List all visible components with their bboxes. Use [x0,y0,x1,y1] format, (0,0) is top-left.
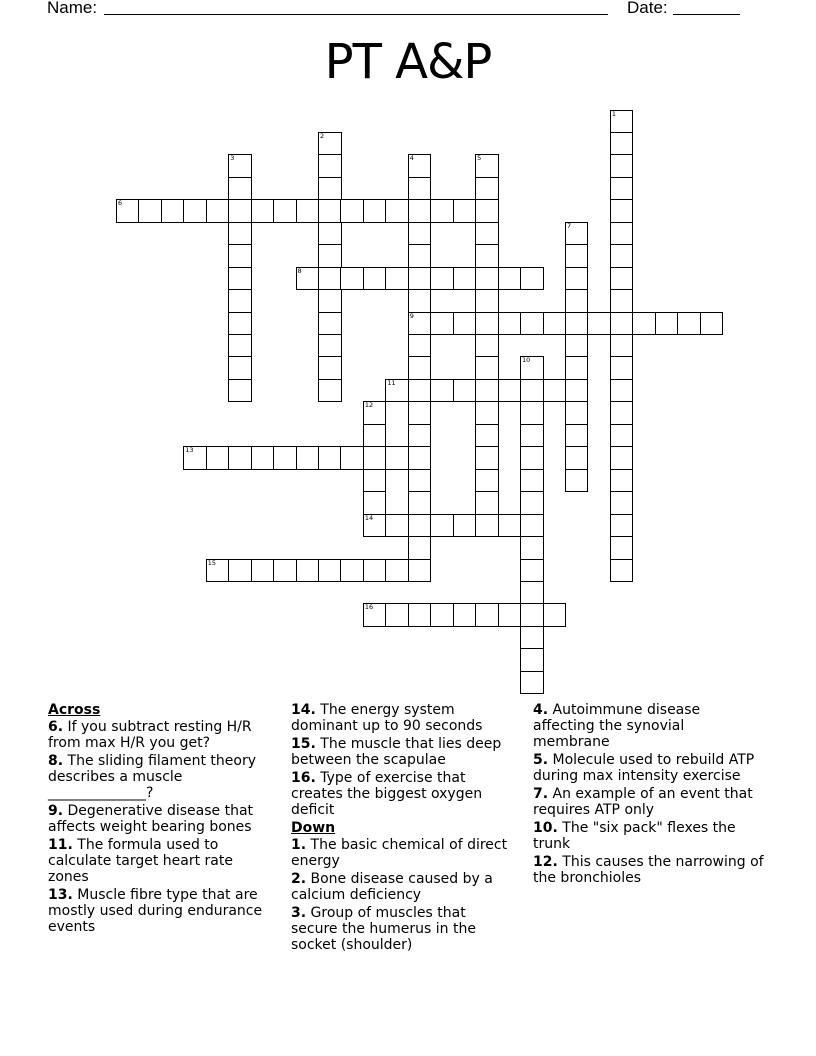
crossword-cell[interactable] [453,379,477,403]
crossword-cell[interactable] [228,177,252,201]
crossword-cell[interactable] [565,244,589,268]
crossword-cell[interactable] [228,289,252,313]
clue-text: The muscle that lies deep between the scapulae [291,736,502,768]
crossword-cell[interactable] [408,312,432,336]
crossword-cell[interactable] [228,356,252,380]
crossword-cell[interactable] [565,312,589,336]
crossword-cell[interactable] [475,199,499,223]
clue-number: 13. [48,887,73,903]
across-heading: Across [48,702,101,718]
clue-item [533,752,765,784]
crossword-cell[interactable] [475,177,499,201]
crossword-cell[interactable] [228,334,252,358]
clue-text: Molecule used to rebuild ATP during max intensity exercise [533,752,755,784]
crossword-cell[interactable] [228,222,252,246]
cell-number: 7 [566,221,572,230]
crossword-cell[interactable] [520,424,544,448]
crossword-cell[interactable] [610,244,634,268]
clue-number: 3. [291,905,307,921]
crossword-cell[interactable] [408,356,432,380]
crossword-cell[interactable] [587,312,611,336]
crossword-cell[interactable] [475,469,499,493]
clue-item [48,887,273,935]
crossword-cell[interactable] [655,312,679,336]
crossword-cell[interactable] [498,312,522,336]
cell-number: 13 [185,446,194,455]
clue-text: The energy system dominant up to 90 seconds [291,702,483,734]
crossword-cell[interactable] [408,177,432,201]
crossword-cell[interactable] [610,559,634,583]
crossword-cell[interactable] [475,446,499,470]
clue-item [291,905,516,953]
clue-item [48,753,273,801]
crossword-cell[interactable] [610,401,634,425]
crossword-cell[interactable] [385,603,409,627]
crossword-cell[interactable] [318,446,342,470]
crossword-cell[interactable] [610,424,634,448]
crossword-cell[interactable] [610,154,634,178]
crossword-cell[interactable] [228,559,252,583]
crossword-cell[interactable] [318,379,342,403]
crossword-cell[interactable] [273,199,297,223]
crossword-cell[interactable] [363,424,387,448]
clues-column-2 [291,700,516,955]
crossword-cell[interactable] [498,379,522,403]
clue-number: 10. [533,820,558,836]
crossword-cell[interactable] [565,446,589,470]
clue-number: 4. [533,702,549,718]
crossword-cell[interactable] [520,536,544,560]
crossword-cell[interactable] [430,312,454,336]
crossword-cell[interactable] [318,177,342,201]
crossword-cell[interactable] [520,267,544,291]
crossword-cell[interactable] [385,514,409,538]
crossword-cell[interactable] [251,199,275,223]
crossword-cell[interactable] [610,334,634,358]
crossword-cell[interactable] [408,289,432,313]
crossword-cell[interactable] [475,401,499,425]
crossword-cell[interactable] [565,401,589,425]
crossword-cell[interactable] [363,199,387,223]
crossword-cell[interactable] [520,559,544,583]
crossword-cell[interactable] [363,469,387,493]
clue-item [48,719,273,751]
crossword-cell[interactable] [408,446,432,470]
clue-item [48,803,273,835]
crossword-cell[interactable] [610,199,634,223]
crossword-cell[interactable] [251,446,275,470]
crossword-cell[interactable] [475,514,499,538]
clue-number: 9. [48,803,64,819]
clue-number: 7. [533,786,549,802]
crossword-cell[interactable] [610,491,634,515]
clue-number: 1. [291,837,307,853]
crossword-cell[interactable] [318,267,342,291]
clue-number: 2. [291,871,307,887]
crossword-cell[interactable] [700,312,724,336]
cell-number: 9 [409,311,414,320]
crossword-cell[interactable] [610,222,634,246]
crossword-cell[interactable] [363,514,387,538]
crossword-cell[interactable] [296,199,320,223]
crossword-cell[interactable] [520,671,544,695]
crossword-cell[interactable] [138,199,162,223]
crossword-cell[interactable] [430,603,454,627]
clue-item [291,837,516,869]
crossword-cell[interactable] [565,356,589,380]
crossword-cell[interactable] [363,559,387,583]
crossword-cell[interactable] [520,514,544,538]
clue-item [291,702,516,734]
crossword-cell[interactable] [228,312,252,336]
crossword-cell[interactable] [610,379,634,403]
crossword-cell[interactable] [408,244,432,268]
clues-column-1 [48,700,273,937]
crossword-cell[interactable] [520,491,544,515]
name-label: Name: [47,0,98,17]
crossword-cell[interactable] [565,469,589,493]
crossword-cell[interactable] [408,491,432,515]
crossword-cell[interactable] [408,267,432,291]
crossword-cell[interactable] [408,334,432,358]
crossword-cell[interactable] [273,559,297,583]
crossword-cell[interactable] [543,379,567,403]
crossword-cell[interactable] [430,199,454,223]
cell-number: 1 [611,109,616,118]
crossword-cell[interactable] [318,222,342,246]
crossword-cell[interactable] [475,379,499,403]
clue-number: 15. [291,736,316,752]
crossword-cell[interactable] [206,199,230,223]
crossword-cell[interactable] [318,132,342,156]
crossword-cell[interactable] [610,132,634,156]
crossword-cell[interactable] [408,514,432,538]
crossword-cell[interactable] [408,603,432,627]
cell-number: 3 [230,154,235,163]
crossword-cell[interactable] [430,379,454,403]
crossword-cell[interactable] [408,536,432,560]
crossword-cell[interactable] [475,603,499,627]
crossword-cell[interactable] [408,401,432,425]
crossword-cell[interactable] [543,603,567,627]
clue-number: 11. [48,837,73,853]
crossword-cell[interactable] [161,199,185,223]
crossword-cell[interactable] [318,356,342,380]
crossword-cell[interactable] [385,379,409,403]
crossword-cell[interactable] [340,199,364,223]
cell-number: 14 [364,513,374,522]
clue-text: The formula used to calculate target heart rate zones [48,837,233,885]
crossword-cell[interactable] [296,446,320,470]
crossword-cell[interactable] [520,581,544,605]
clues-column-3 [533,700,765,888]
clue-number: 6. [48,719,64,735]
cell-number: 4 [409,154,414,163]
crossword-cell[interactable] [296,267,320,291]
crossword-cell[interactable] [610,110,634,134]
crossword-cell[interactable] [340,559,364,583]
crossword-cell[interactable] [610,177,634,201]
cell-number: 2 [320,131,325,140]
crossword-cell[interactable] [565,334,589,358]
crossword-cell[interactable] [475,154,499,178]
crossword-cell[interactable] [565,379,589,403]
clue-text: Autoimmune disease affecting the synovial membrane [533,702,701,750]
crossword-cell[interactable] [408,154,432,178]
crossword-cell[interactable] [408,469,432,493]
crossword-cell[interactable] [408,424,432,448]
clue-item [48,837,273,885]
crossword-cell[interactable] [228,446,252,470]
clue-text: Group of muscles that secure the humerus in the socket (shoulder) [291,905,476,953]
crossword-cell[interactable] [318,244,342,268]
crossword-cell[interactable] [273,446,297,470]
crossword-cell[interactable] [183,446,207,470]
clue-item [291,871,516,903]
clue-item [291,736,516,768]
crossword-cell[interactable] [475,312,499,336]
clue-text: The basic chemical of direct energy [291,837,508,869]
crossword-cell[interactable] [408,559,432,583]
clue-item [533,786,765,818]
crossword-cell[interactable] [610,514,634,538]
crossword-cell[interactable] [228,154,252,178]
clue-item [533,854,765,886]
crossword-cell[interactable] [318,199,342,223]
crossword-cell[interactable] [520,356,544,380]
cell-number: 11 [387,378,396,387]
clue-text: An example of an event that requires ATP only [533,786,753,818]
clue-text: Type of exercise that creates the biggest oxygen deficit [291,770,483,818]
clue-text: The "six pack" flexes the trunk [533,820,736,852]
crossword-cell[interactable] [318,154,342,178]
crossword-cell[interactable] [610,356,634,380]
crossword-cell[interactable] [475,334,499,358]
crossword-cell[interactable] [498,267,522,291]
crossword-cell[interactable] [520,469,544,493]
crossword-cell[interactable] [385,446,409,470]
crossword-cell[interactable] [251,559,275,583]
crossword-cell[interactable] [610,469,634,493]
crossword-cell[interactable] [610,536,634,560]
crossword-cell[interactable] [632,312,656,336]
crossword-cell[interactable] [453,312,477,336]
clue-number: 12. [533,854,558,870]
crossword-cell[interactable] [228,379,252,403]
crossword-cell[interactable] [453,603,477,627]
crossword-cell[interactable] [318,312,342,336]
clue-text: Muscle fibre type that are mostly used during endurance events [48,887,263,935]
crossword-cell[interactable] [318,559,342,583]
crossword-cell[interactable] [520,446,544,470]
cell-number: 8 [297,266,302,275]
crossword-cell[interactable] [183,199,207,223]
crossword-cell[interactable] [520,401,544,425]
crossword-cell[interactable] [385,267,409,291]
crossword-cell[interactable] [475,289,499,313]
crossword-cell[interactable] [318,289,342,313]
crossword-cell[interactable] [677,312,701,336]
crossword-cell[interactable] [363,446,387,470]
crossword-cell[interactable] [340,446,364,470]
crossword-cell[interactable] [228,244,252,268]
cell-number: 6 [117,199,123,208]
crossword-cell[interactable] [520,626,544,650]
crossword-cell[interactable] [408,222,432,246]
crossword-cell[interactable] [453,267,477,291]
crossword-cell[interactable] [430,514,454,538]
cell-number: 15 [207,558,217,567]
crossword-cell[interactable] [610,289,634,313]
crossword-cell[interactable] [363,267,387,291]
crossword-cell[interactable] [385,559,409,583]
crossword-cell[interactable] [543,312,567,336]
page-title: PT A&P [324,34,492,90]
crossword-cell[interactable] [430,267,454,291]
crossword-cell[interactable] [610,312,634,336]
crossword-cell[interactable] [475,244,499,268]
crossword-cell[interactable] [565,424,589,448]
crossword-cell[interactable] [206,446,230,470]
date-label: Date: [627,0,668,17]
crossword-cell[interactable] [116,199,140,223]
clue-text: This causes the narrowing of the bronchioles [533,854,764,886]
down-heading: Down [291,820,336,836]
crossword-cell[interactable] [453,514,477,538]
clue-item [533,702,765,750]
clue-number: 8. [48,753,64,769]
clue-text: If you subtract resting H/R from max H/R you get? [48,719,252,751]
crossword-cell[interactable] [475,424,499,448]
crossword-cell[interactable] [363,491,387,515]
crossword-cell[interactable] [565,222,589,246]
cell-number: 10 [522,356,531,365]
crossword-cell[interactable] [363,603,387,627]
crossword-cell[interactable] [565,267,589,291]
clue-item [533,820,765,852]
crossword-cell[interactable] [610,446,634,470]
crossword-cell[interactable] [228,267,252,291]
crossword-cell[interactable] [475,267,499,291]
crossword-cell[interactable] [498,603,522,627]
cell-number: 16 [364,603,374,612]
crossword-cell[interactable] [610,267,634,291]
crossword-cell[interactable] [363,401,387,425]
crossword-cell[interactable] [520,379,544,403]
crossword-cell[interactable] [453,199,477,223]
clue-number: 16. [291,770,316,786]
crossword-cell[interactable] [498,514,522,538]
crossword-cell[interactable] [206,559,230,583]
crossword-cell[interactable] [475,491,499,515]
crossword-cell[interactable] [340,267,364,291]
cell-number: 12 [364,401,374,410]
clue-item [291,770,516,818]
crossword-cell[interactable] [475,356,499,380]
crossword-cell[interactable] [228,199,252,223]
crossword-cell[interactable] [296,559,320,583]
crossword-cell[interactable] [385,199,409,223]
crossword-cell[interactable] [565,289,589,313]
clue-text: Bone disease caused by a calcium deficiency [291,871,493,903]
cell-number: 5 [477,154,482,163]
clue-number: 14. [291,702,316,718]
crossword-cell[interactable] [475,222,499,246]
crossword-cell[interactable] [318,334,342,358]
clue-text: The sliding filament theory describes a muscle ______________? [48,753,256,801]
clue-text: Degenerative disease that affects weight bearing bones [48,803,254,835]
crossword-cell[interactable] [520,312,544,336]
clue-number: 5. [533,752,549,768]
crossword-cell[interactable] [520,603,544,627]
crossword-cell[interactable] [408,379,432,403]
crossword-cell[interactable] [408,199,432,223]
crossword-cell[interactable] [520,648,544,672]
